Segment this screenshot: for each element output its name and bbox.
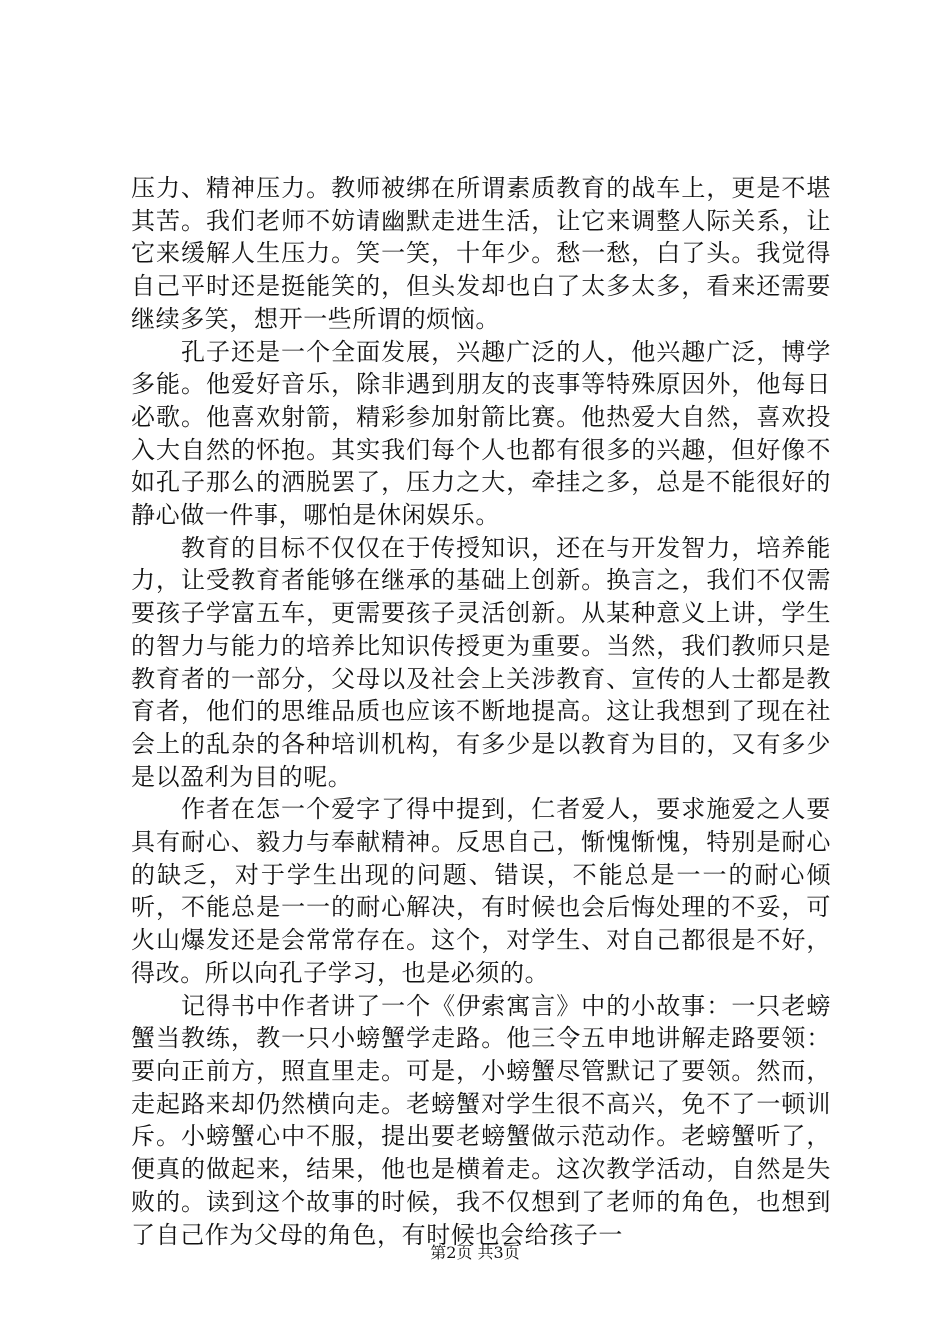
paragraph-3: 教育的目标不仅仅在于传授知识，还在与开发智力，培养能力，让受教育者能够在继承的基础上创新。换言之，我们不仅需要孩子学富五车，更需要孩子灵活创新。从某种意义上讲，学生的智力与能力的培养比知识传授更为重要。当然，我们教师只是教育者的一部分，父母以及社会上关涉教育、宣传的人士都是教育者，他们的思维品质也应该不断地提高。这让我想到了现在社会上的乱杂的各种培训机构，有多少是以教育为目的，又有多少是以盈利为目的呢。 — [131, 533, 831, 791]
document-body — [131, 172, 831, 1251]
page-number-footer: 第2页 共3页 — [430, 1243, 520, 1262]
paragraph-2: 孔子还是一个全面发展，兴趣广泛的人，他兴趣广泛，博学多能。他爱好音乐，除非遇到朋友的丧事等特殊原因外，他每日必歌。他喜欢射箭，精彩参加射箭比赛。他热爱大自然，喜欢投入大自然的怀抱。其实我们每个人也都有很多的兴趣，但好像不如孔子那么的洒脱罢了，压力之大，牵挂之多，总是不能很好的静心做一件事，哪怕是休闲娱乐。 — [131, 337, 831, 530]
paragraph-5: 记得书中作者讲了一个《伊索寓言》中的小故事：一只老螃蟹当教练，教一只小螃蟹学走路。他三令五申地讲解走路要领：要向正前方，照直里走。可是，小螃蟹尽管默记了要领。然而，走起路来却仍然横向走。老螃蟹对学生很不高兴，免不了一顿训斥。小螃蟹心中不服，提出要老螃蟹做示范动作。老螃蟹听了，便真的做起来，结果，他也是横着走。这次教学活动，自然是失败的。读到这个故事的时候，我不仅想到了老师的角色，也想到了自己作为父母的角色，有时候也会给孩子一 — [131, 991, 831, 1249]
paragraph-4: 作者在怎一个爱字了得中提到，仁者爱人，要求施爱之人要具有耐心、毅力与奉献精神。反思自己，惭愧惭愧，特别是耐心的缺乏，对于学生出现的问题、错误，不能总是一一的耐心倾听，不能总是一一的耐心解决，有时候也会后悔处理的不妥，可火山爆发还是会常常存在。这个，对学生、对自己都很是不好，得改。所以向孔子学习，也是必须的。 — [131, 795, 831, 987]
paragraph-1: 压力、精神压力。教师被绑在所谓素质教育的战车上，更是不堪其苦。我们老师不妨请幽默走进生活，让它来调整人际关系，让它来缓解人生压力。笑一笑，十年少。愁一愁，白了头。我觉得自己平时还是挺能笑的，但头发却也白了太多太多，看来还需要继续多笑，想开一些所谓的烦恼。 — [131, 174, 831, 333]
